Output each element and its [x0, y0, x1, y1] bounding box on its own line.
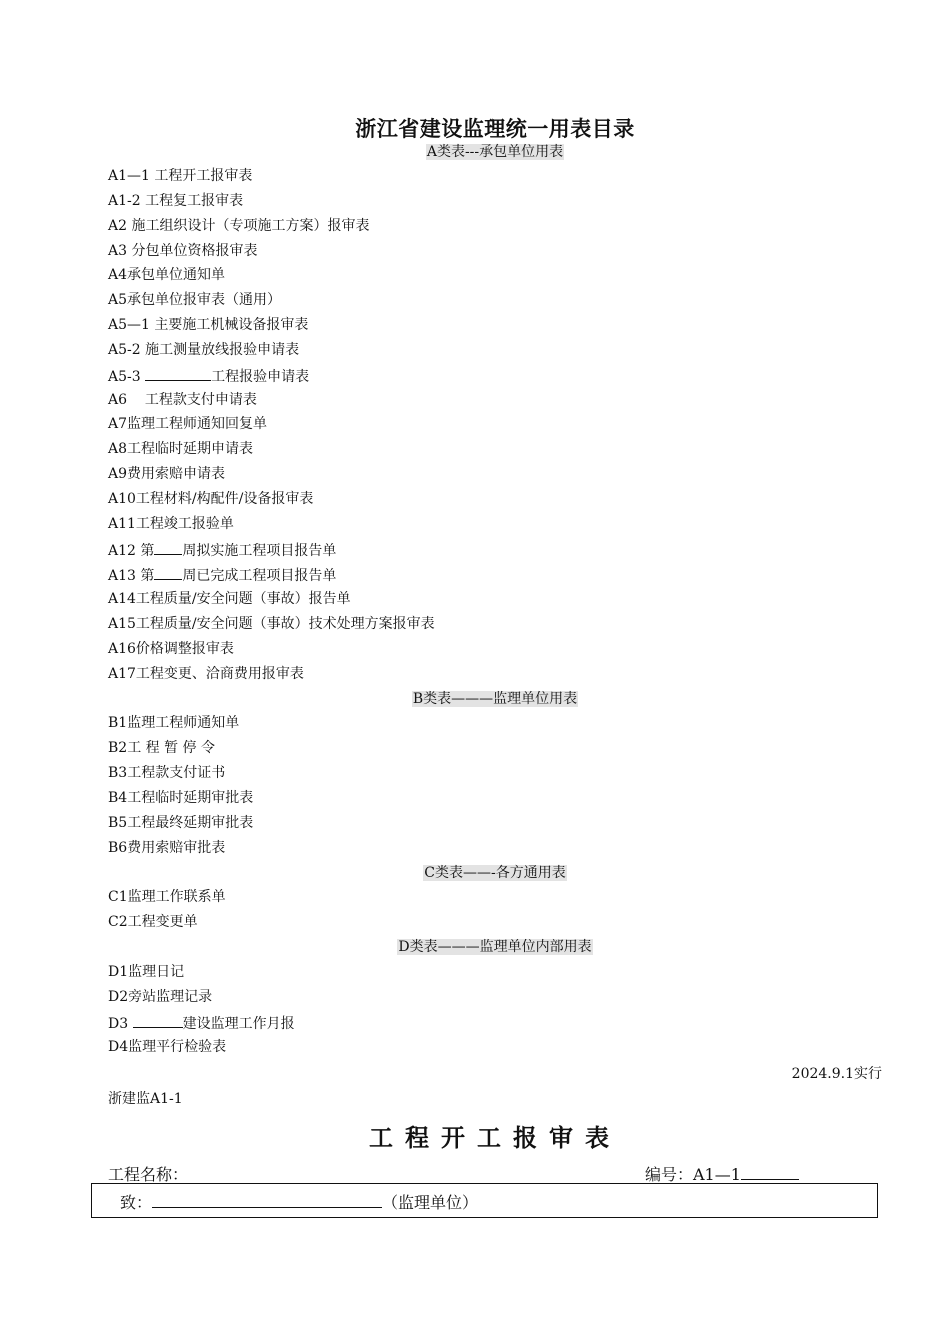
page-title: 浙江省建设监理统一用表目录 — [355, 117, 635, 141]
fill-blank — [133, 1013, 183, 1028]
list-item: A9费用索赔申请表 — [108, 466, 226, 482]
list-item: B6费用索赔审批表 — [108, 840, 226, 856]
fill-blank — [145, 366, 211, 381]
list-item: C2工程变更单 — [108, 914, 198, 930]
fill-blank — [154, 565, 182, 580]
form-number: 编号：A1—1 — [645, 1162, 799, 1185]
recipient-box — [91, 1183, 878, 1218]
number-blank — [741, 1165, 799, 1180]
list-item: A5-3 工程报验申请表 — [108, 366, 309, 386]
list-item: A4承包单位通知单 — [108, 267, 226, 283]
list-item: A5-2 施工测量放线报验申请表 — [108, 342, 300, 358]
list-item: A5—1 主要施工机械设备报审表 — [108, 317, 309, 333]
form-code: 浙建监A1-1 — [108, 1091, 183, 1107]
list-item: A15工程质量/安全问题（事故）技术处理方案报审表 — [108, 616, 435, 632]
list-item: A1-2 工程复工报审表 — [108, 193, 244, 209]
section-header-a: A类表---承包单位用表 — [426, 144, 564, 160]
list-item: A12 第 周拟实施工程项目报告单 — [108, 540, 336, 560]
list-item: D4监理平行检验表 — [108, 1039, 227, 1055]
form-title: 工程开工报审表 — [369, 1124, 621, 1152]
section-header-d: D类表———监理单位内部用表 — [398, 939, 592, 955]
list-item: A13 第 周已完成工程项目报告单 — [108, 565, 336, 585]
list-item: A8工程临时延期申请表 — [108, 441, 254, 457]
list-item: B3工程款支付证书 — [108, 765, 226, 781]
fill-blank — [154, 540, 182, 555]
list-item: A11工程竣工报验单 — [108, 516, 234, 532]
list-item: B4工程临时延期审批表 — [108, 790, 254, 806]
list-item: A10工程材料/构配件/设备报审表 — [108, 491, 314, 507]
list-item: A1—1 工程开工报审表 — [108, 168, 253, 184]
list-item: A2 施工组织设计（专项施工方案）报审表 — [108, 218, 370, 234]
list-item: A3 分包单位资格报审表 — [108, 243, 258, 259]
list-item: D2旁站监理记录 — [108, 989, 213, 1005]
list-item: A6 工程款支付申请表 — [108, 392, 257, 408]
list-item: A7监理工程师通知回复单 — [108, 416, 268, 432]
list-item: B2工 程 暂 停 令 — [108, 740, 215, 756]
section-header-c: C类表——-各方通用表 — [424, 865, 566, 881]
list-item: B1监理工程师通知单 — [108, 715, 240, 731]
list-item: A17工程变更、洽商费用报审表 — [108, 666, 304, 682]
effective-date: 2024.9.1实行 — [791, 1066, 882, 1082]
list-item: D1监理日记 — [108, 964, 185, 980]
list-item: A14工程质量/安全问题（事故）报告单 — [108, 591, 351, 607]
list-item: B5工程最终延期审批表 — [108, 815, 254, 831]
list-item: C1监理工作联系单 — [108, 889, 226, 905]
list-item: A16价格调整报审表 — [108, 641, 234, 657]
recipient-line: 致： （监理单位） — [120, 1193, 479, 1212]
list-item: D3 建设监理工作月报 — [108, 1013, 295, 1033]
section-header-b: B类表———监理单位用表 — [412, 691, 578, 707]
project-name-label: 工程名称： — [108, 1165, 189, 1184]
list-item: A5承包单位报审表（通用） — [108, 292, 282, 308]
recipient-blank — [152, 1193, 382, 1208]
